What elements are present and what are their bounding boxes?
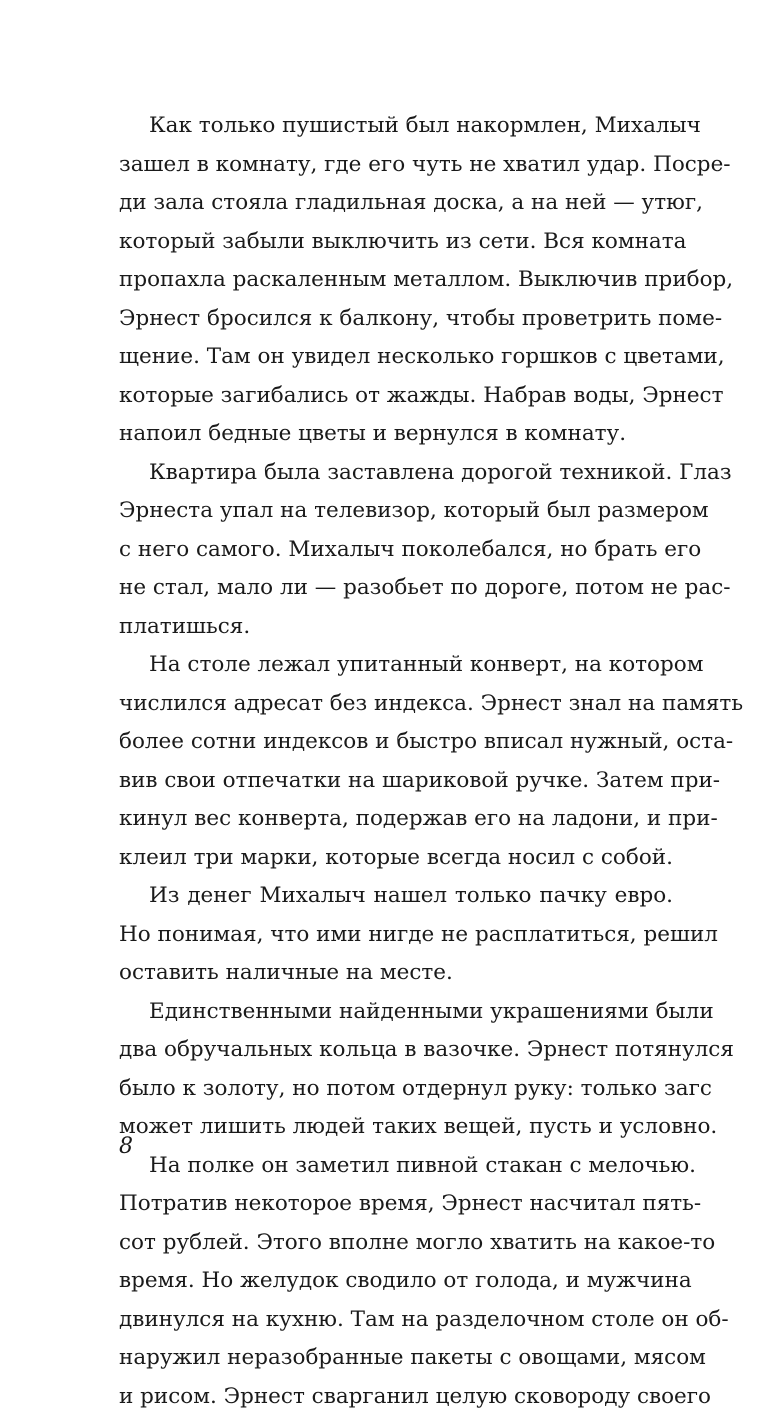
text-line: щение. Там он увидел несколько горшков с цветами, [119, 338, 673, 377]
text-line: вив свои отпечатки на шариковой ручке. Затем при- [119, 762, 673, 801]
page-number: 8 [119, 1128, 133, 1166]
text-line: На полке он заметил пивной стакан с мелочью. [119, 1147, 673, 1186]
text-line: Из денег Михалыч нашел только пачку евро. [119, 877, 673, 916]
text-line: наружил неразобранные пакеты с овощами, мясом [119, 1339, 673, 1378]
text-line: числился адресат без индекса. Эрнест знал на память [119, 685, 673, 724]
text-line: На столе лежал упитанный конверт, на котором [119, 646, 673, 685]
text-line: Но понимая, что ими нигде не расплатиться, решил [119, 916, 673, 955]
text-line: платишься. [119, 608, 673, 647]
text-line: время. Но желудок сводило от голода, и мужчина [119, 1262, 673, 1301]
text-line: не стал, мало ли — разобьет по дороге, потом не рас- [119, 569, 673, 608]
text-line: Квартира была заставлена дорогой техникой. Глаз [119, 454, 673, 493]
text-line: и рисом. Эрнест сварганил целую сковороду своего [119, 1378, 673, 1416]
text-line: Эрнест бросился к балкону, чтобы проветрить поме- [119, 300, 673, 339]
text-line: Эрнеста упал на телевизор, который был размером [119, 492, 673, 531]
text-line: Потратив некоторое время, Эрнест насчитал пять- [119, 1185, 673, 1224]
text-line: двинулся на кухню. Там на разделочном столе он об- [119, 1301, 673, 1340]
text-line: Как только пушистый был накормлен, Михалыч [119, 107, 673, 146]
text-line: напоил бедные цветы и вернулся в комнату. [119, 415, 673, 454]
body-text [119, 107, 673, 1416]
text-line: более сотни индексов и быстро вписал нужный, оста- [119, 723, 673, 762]
text-line: два обручальных кольца в вазочке. Эрнест потянулся [119, 1031, 673, 1070]
text-line: пропахла раскаленным металлом. Выключив прибор, [119, 261, 673, 300]
text-line: было к золоту, но потом отдернул руку: только загс [119, 1070, 673, 1109]
text-line: может лишить людей таких вещей, пусть и условно. [119, 1108, 673, 1147]
text-line: который забыли выключить из сети. Вся комната [119, 223, 673, 262]
text-line: кинул вес конверта, подержав его на ладони, и при- [119, 800, 673, 839]
text-line: Единственными найденными украшениями были [119, 993, 673, 1032]
text-line: клеил три марки, которые всегда носил с собой. [119, 839, 673, 878]
text-line: с него самого. Михалыч поколебался, но брать его [119, 531, 673, 570]
text-line: сот рублей. Этого вполне могло хватить на какое-то [119, 1224, 673, 1263]
text-line: ди зала стояла гладильная доска, а на ней — утюг, [119, 184, 673, 223]
text-line: оставить наличные на месте. [119, 954, 673, 993]
text-line: которые загибались от жажды. Набрав воды, Эрнест [119, 377, 673, 416]
text-line: зашел в комнату, где его чуть не хватил удар. Посре- [119, 146, 673, 185]
